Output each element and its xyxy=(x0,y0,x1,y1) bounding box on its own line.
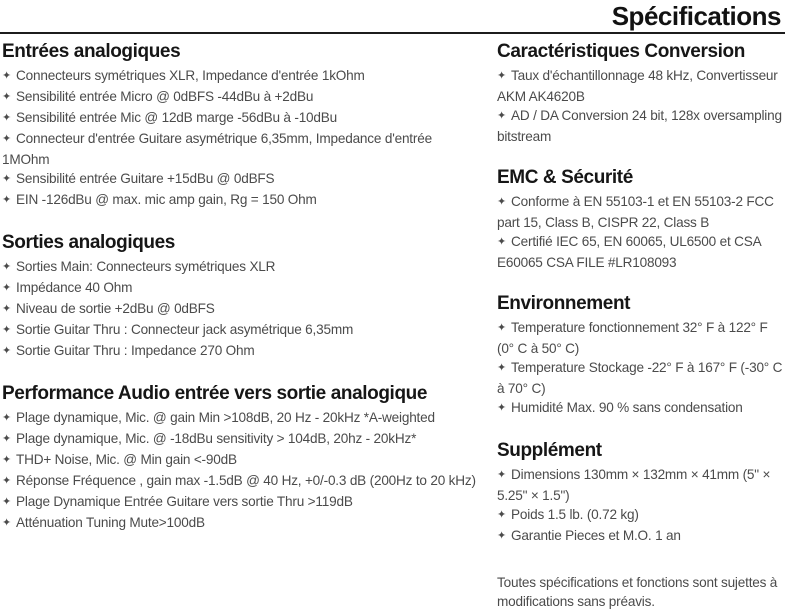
spec-item-text: Garantie Pieces et M.O. 1 an xyxy=(511,528,681,543)
spec-item-text: Humidité Max. 90 % sans condensation xyxy=(511,400,743,415)
spec-item xyxy=(497,106,784,146)
spec-item-text: Sorties Main: Connecteurs symétriques XLR xyxy=(16,259,276,274)
spec-item xyxy=(2,471,478,492)
diamond-bullet-icon: ✦ xyxy=(497,110,507,122)
spec-item-text: Taux d'échantillonnage 48 kHz, Convertisseur AKM AK4620B xyxy=(497,68,778,104)
section-supplement xyxy=(497,440,784,547)
spec-item xyxy=(2,299,478,320)
spec-item xyxy=(2,450,478,471)
diamond-bullet-icon: ✦ xyxy=(2,303,12,315)
spec-item xyxy=(497,505,784,526)
section-environment xyxy=(497,293,784,419)
spec-item-list xyxy=(497,465,784,547)
section-heading: Performance Audio entrée vers sortie analogique xyxy=(2,383,428,404)
spec-item-text: Dimensions 130mm × 132mm × 41mm (5" × 5.25" × 1.5") xyxy=(497,467,771,503)
diamond-bullet-icon: ✦ xyxy=(2,496,12,508)
diamond-bullet-icon: ✦ xyxy=(497,509,507,521)
diamond-bullet-icon: ✦ xyxy=(497,362,507,374)
spec-item-text: Connecteur d'entrée Guitare asymétrique 6,35mm, Impedance d'entrée 1MOhm xyxy=(2,131,432,167)
diamond-bullet-icon: ✦ xyxy=(497,402,507,414)
spec-item xyxy=(497,465,784,505)
spec-item xyxy=(2,169,478,190)
diamond-bullet-icon: ✦ xyxy=(497,469,507,481)
spec-item-text: Certifié IEC 65, EN 60065, UL6500 et CSA E60065 CSA FILE #LR108093 xyxy=(497,234,761,270)
diamond-bullet-icon: ✦ xyxy=(2,412,12,424)
section-heading: Supplément xyxy=(497,440,602,461)
spec-item xyxy=(2,513,478,534)
spec-item-text: Connecteurs symétriques XLR, Impedance d'entrée 1kOhm xyxy=(16,68,365,83)
section-heading: Caractéristiques Conversion xyxy=(497,41,745,62)
spec-item-list xyxy=(2,66,478,211)
spec-item xyxy=(2,492,478,513)
header-rule-divider xyxy=(0,32,785,34)
spec-item-text: Niveau de sortie +2dBu @ 0dBFS xyxy=(16,301,215,316)
diamond-bullet-icon: ✦ xyxy=(2,173,12,185)
spec-item-list xyxy=(497,66,784,146)
spec-item xyxy=(497,358,784,398)
diamond-bullet-icon: ✦ xyxy=(2,194,12,206)
diamond-bullet-icon: ✦ xyxy=(2,112,12,124)
section-analog-inputs xyxy=(2,41,478,211)
diamond-bullet-icon: ✦ xyxy=(2,454,12,466)
spec-item xyxy=(2,320,478,341)
diamond-bullet-icon: ✦ xyxy=(497,322,507,334)
spec-item-text: Impédance 40 Ohm xyxy=(16,280,133,295)
spec-item-text: Sensibilité entrée Micro @ 0dBFS -44dBu à +2dBu xyxy=(16,89,314,104)
spec-item xyxy=(2,429,478,450)
spec-item xyxy=(2,190,478,211)
spec-item-text: Temperature fonctionnement 32° F à 122° F (0° C à 50° C) xyxy=(497,320,768,356)
spec-item-list xyxy=(497,318,784,419)
diamond-bullet-icon: ✦ xyxy=(497,196,507,208)
spec-item-text: Réponse Fréquence , gain max -1.5dB @ 40 Hz, +0/-0.3 dB (200Hz to 20 kHz) xyxy=(16,473,476,488)
spec-item xyxy=(497,526,784,547)
spec-item xyxy=(2,257,478,278)
spec-item-text: Plage dynamique, Mic. @ -18dBu sensitivity > 104dB, 20hz - 20kHz* xyxy=(16,431,417,446)
section-conversion xyxy=(497,41,784,146)
spec-item-text: EIN -126dBu @ max. mic amp gain, Rg = 150 Ohm xyxy=(16,192,317,207)
diamond-bullet-icon: ✦ xyxy=(2,133,12,145)
section-heading: Environnement xyxy=(497,293,631,314)
spec-item xyxy=(497,398,784,419)
spec-item-text: Poids 1.5 lb. (0.72 kg) xyxy=(511,507,639,522)
right-column xyxy=(497,41,784,611)
spec-item-text: Conforme à EN 55103-1 et EN 55103-2 FCC part 15, Class B, CISPR 22, Class B xyxy=(497,194,774,230)
spec-item xyxy=(2,341,478,362)
spec-item-list xyxy=(497,192,784,272)
section-audio-performance xyxy=(2,383,478,534)
diamond-bullet-icon: ✦ xyxy=(2,324,12,336)
spec-item-text: Plage Dynamique Entrée Guitare vers sortie Thru >119dB xyxy=(16,494,353,509)
spec-item-text: Plage dynamique, Mic. @ gain Min >108dB, 20 Hz - 20kHz *A-weighted xyxy=(16,410,435,425)
section-heading: Entrées analogiques xyxy=(2,41,181,62)
spec-item-text: Sortie Guitar Thru : Impedance 270 Ohm xyxy=(16,343,255,358)
page-title: Spécifications xyxy=(611,1,781,31)
footer-disclaimer: Toutes spécifications et fonctions sont sujettes à modifications sans préavis. xyxy=(497,575,778,609)
spec-item-text: Sortie Guitar Thru : Connecteur jack asymétrique 6,35mm xyxy=(16,322,354,337)
spec-item xyxy=(2,66,478,87)
left-column xyxy=(2,41,478,555)
diamond-bullet-icon: ✦ xyxy=(2,345,12,357)
spec-item-list xyxy=(2,257,478,362)
spec-item-list xyxy=(2,408,478,534)
spec-item xyxy=(2,408,478,429)
diamond-bullet-icon: ✦ xyxy=(2,282,12,294)
spec-item-text: Sensibilité entrée Guitare +15dBu @ 0dBFS xyxy=(16,171,275,186)
diamond-bullet-icon: ✦ xyxy=(2,517,12,529)
diamond-bullet-icon: ✦ xyxy=(2,91,12,103)
diamond-bullet-icon: ✦ xyxy=(497,70,507,82)
section-analog-outputs xyxy=(2,232,478,362)
spec-item xyxy=(497,192,784,232)
diamond-bullet-icon: ✦ xyxy=(497,530,507,542)
diamond-bullet-icon: ✦ xyxy=(2,475,12,487)
spec-item xyxy=(2,87,478,108)
spec-item-text: Atténuation Tuning Mute>100dB xyxy=(16,515,205,530)
diamond-bullet-icon: ✦ xyxy=(2,70,12,82)
section-heading: EMC & Sécurité xyxy=(497,167,633,188)
spec-item-text: THD+ Noise, Mic. @ Min gain <-90dB xyxy=(16,452,237,467)
spec-item xyxy=(2,108,478,129)
section-heading: Sorties analogiques xyxy=(2,232,175,253)
spec-item xyxy=(2,129,478,169)
spec-item-text: Temperature Stockage -22° F à 167° F (-30° C à 70° C) xyxy=(497,360,783,396)
page-header xyxy=(0,0,785,33)
spec-item xyxy=(497,66,784,106)
spec-item-text: AD / DA Conversion 24 bit, 128x oversampling bitstream xyxy=(497,108,782,144)
diamond-bullet-icon: ✦ xyxy=(2,433,12,445)
spec-item xyxy=(497,318,784,358)
section-emc-security xyxy=(497,167,784,272)
spec-item-text: Sensibilité entrée Mic @ 12dB marge -56dBu à -10dBu xyxy=(16,110,337,125)
spec-item xyxy=(497,232,784,272)
diamond-bullet-icon: ✦ xyxy=(2,261,12,273)
diamond-bullet-icon: ✦ xyxy=(497,236,507,248)
spec-item xyxy=(2,278,478,299)
